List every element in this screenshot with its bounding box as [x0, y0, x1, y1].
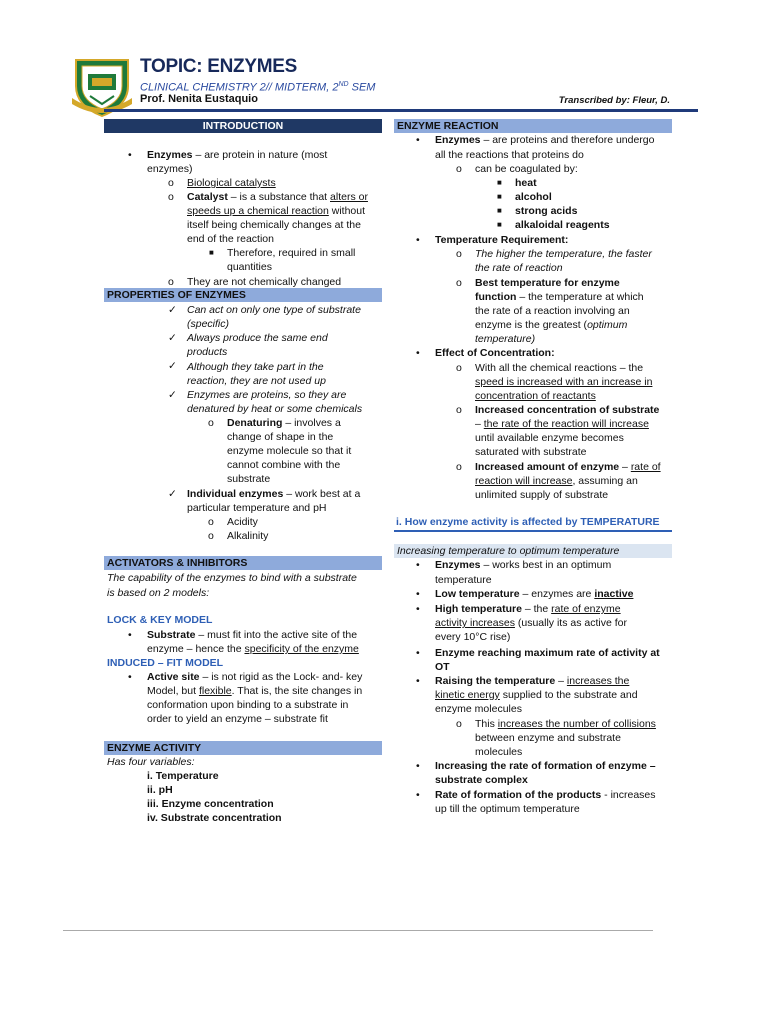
bullet-circle: o: [168, 276, 174, 288]
reaction-line: the rate of a reaction involving an: [475, 305, 630, 317]
bullet-dot: •: [128, 629, 132, 641]
property-line: Alkalinity: [227, 530, 269, 542]
bullet-circle: o: [168, 177, 174, 189]
bullet-square: ■: [497, 220, 502, 229]
property-line: enzyme molecule so that it: [227, 445, 352, 457]
bullet-square: ■: [497, 178, 502, 187]
temperature-line: activity increases (usually its as active for: [435, 617, 627, 629]
reaction-line: heat: [515, 177, 537, 189]
reaction-line: With all the chemical reactions – the: [475, 362, 644, 374]
reaction-line: Effect of Concentration:: [435, 347, 555, 359]
property-line: change of shape in the: [227, 431, 334, 443]
property-line: denatured by heat or some chemicals: [187, 403, 363, 415]
activators-line: conformation upon binding to a substrate in: [147, 699, 349, 711]
bullet-circle: o: [456, 163, 462, 175]
bullet-square: ■: [209, 248, 214, 257]
intro-line: Therefore, required in small: [227, 247, 356, 259]
temperature-line: Low temperature – enzymes are inactive: [435, 588, 634, 600]
bullet-circle: o: [456, 461, 462, 473]
temperature-line: This increases the number of collisions: [475, 718, 656, 730]
transcriber-credit: Transcribed by: Fleur, D.: [558, 95, 670, 106]
bullet-circle: o: [168, 191, 174, 203]
property-line: (specific): [187, 318, 230, 330]
activity-variable: i. Temperature: [147, 770, 219, 782]
reaction-line: all the reactions that proteins do: [435, 149, 584, 161]
reaction-line: strong acids: [515, 205, 578, 217]
reaction-line: function – the temperature at which: [475, 291, 644, 303]
intro-line: end of the reaction: [187, 233, 274, 245]
bullet-dot: •: [416, 789, 420, 801]
intro-line: Biological catalysts: [187, 177, 276, 189]
temperature-heading-underline: [394, 530, 672, 532]
bullet-dot: •: [128, 671, 132, 683]
reaction-line: speed is increased with an increase in: [475, 376, 653, 388]
reaction-line: The higher the temperature, the faster: [475, 248, 652, 260]
course-subtitle: CLINICAL CHEMISTRY 2// MIDTERM, 2ND SEM: [140, 81, 376, 94]
property-line: Can act on only one type of substrate: [187, 304, 361, 316]
enzyme-reaction-heading: ENZYME REACTION: [394, 119, 672, 133]
property-line: reaction, they are not used up: [187, 375, 326, 387]
property-line: Denaturing – involves a: [227, 417, 341, 429]
reaction-line: Enzymes – are proteins and therefore undergo: [435, 134, 655, 146]
reaction-line: alcohol: [515, 191, 552, 203]
bullet-circle: o: [456, 362, 462, 374]
activators-line: The capability of the enzymes to bind with a substrate: [107, 572, 357, 584]
property-line: substrate: [227, 473, 271, 485]
bullet-dot: •: [128, 149, 132, 161]
bullet-dot: •: [416, 347, 420, 359]
bullet-dot: •: [416, 588, 420, 600]
bullet-dot: •: [416, 647, 420, 659]
check-icon: ✓: [168, 488, 177, 500]
intro-line: itself being chemically changes at the: [187, 219, 361, 231]
property-line: Acidity: [227, 516, 258, 528]
intro-line: enzymes): [147, 163, 193, 175]
reaction-line: alkaloidal reagents: [515, 219, 610, 231]
temperature-line: enzyme molecules: [435, 703, 522, 715]
activators-heading: ACTIVATORS & INHIBITORS: [104, 556, 382, 570]
reaction-line: concentration of reactants: [475, 390, 596, 402]
property-line: Enzymes are proteins, so they are: [187, 389, 347, 401]
property-line: products: [187, 346, 228, 358]
bullet-circle: o: [456, 277, 462, 289]
check-icon: ✓: [168, 389, 177, 401]
introduction-heading: INTRODUCTION: [104, 119, 382, 133]
reaction-line: Increased amount of enzyme – rate of: [475, 461, 661, 473]
reaction-line: temperature): [475, 333, 536, 345]
induced-fit-heading: INDUCED – FIT MODEL: [107, 657, 224, 669]
property-line: Always produce the same end: [187, 332, 328, 344]
check-icon: ✓: [168, 304, 177, 316]
check-icon: ✓: [168, 360, 177, 372]
temperature-line: molecules: [475, 746, 523, 758]
temperature-subheading: Increasing temperature to optimum temperature: [394, 544, 672, 558]
activators-line: order to yield an enzyme – substrate fit: [147, 713, 328, 725]
temperature-line: High temperature – the rate of enzyme: [435, 603, 621, 615]
enzyme-activity-heading: ENZYME ACTIVITY: [104, 741, 382, 755]
intro-line: Enzymes – are protein in nature (most: [147, 149, 328, 161]
intro-line: Catalyst – is a substance that alters or: [187, 191, 368, 203]
lock-key-heading: LOCK & KEY MODEL: [107, 614, 213, 626]
reaction-line: until available enzyme becomes: [475, 432, 624, 444]
temperature-line: Increasing the rate of formation of enzyme –: [435, 760, 656, 772]
property-line: Individual enzymes – work best at a: [187, 488, 361, 500]
temperature-line: temperature: [435, 574, 492, 586]
professor-name: Prof. Nenita Eustaquio: [140, 93, 258, 105]
temperature-line: substrate complex: [435, 774, 528, 786]
bullet-dot: •: [416, 134, 420, 146]
temperature-line: every 10°C rise): [435, 631, 511, 643]
bullet-circle: o: [456, 248, 462, 260]
activators-line: Substrate – must fit into the active site of the: [147, 629, 358, 641]
temperature-line: Enzyme reaching maximum rate of activity at: [435, 647, 660, 659]
intro-line: speeds up a chemical reaction without: [187, 205, 366, 217]
reaction-line: enzyme is the greatest (optimum: [475, 319, 628, 331]
bullet-circle: o: [208, 516, 214, 528]
temperature-line: OT: [435, 661, 450, 673]
temperature-line: Raising the temperature – increases the: [435, 675, 630, 687]
reaction-line: reaction will increase, assuming an: [475, 475, 638, 487]
reaction-line: saturated with substrate: [475, 446, 587, 458]
temperature-line: Rate of formation of the products - increases: [435, 789, 656, 801]
intro-line: They are not chemically changed: [187, 276, 342, 288]
reaction-line: Increased concentration of substrate: [475, 404, 660, 416]
temperature-line: up till the optimum temperature: [435, 803, 580, 815]
property-line: Although they take part in the: [187, 361, 324, 373]
bullet-square: ■: [497, 192, 502, 201]
check-icon: ✓: [168, 332, 177, 344]
activity-variable: iv. Substrate concentration: [147, 812, 282, 824]
temperature-line: between enzyme and substrate: [475, 732, 621, 744]
reaction-line: unlimited supply of substrate: [475, 489, 609, 501]
bullet-dot: •: [416, 760, 420, 772]
bullet-dot: •: [416, 603, 420, 615]
bullet-circle: o: [208, 417, 214, 429]
bullet-circle: o: [456, 404, 462, 416]
activators-line: enzyme – hence the specificity of the enzyme: [147, 643, 359, 655]
property-line: particular temperature and pH: [187, 502, 327, 514]
bullet-dot: •: [416, 559, 420, 571]
temperature-line: Enzymes – works best in an optimum: [435, 559, 612, 571]
bullet-circle: o: [208, 530, 214, 542]
footer-divider: [63, 930, 653, 931]
header-divider: [104, 109, 698, 112]
reaction-line: – the rate of the reaction will increase: [475, 418, 649, 430]
bullet-circle: o: [456, 718, 462, 730]
activators-line: is based on 2 models:: [107, 587, 210, 599]
reaction-line: can be coagulated by:: [475, 163, 578, 175]
temperature-line: kinetic energy supplied to the substrate and: [435, 689, 638, 701]
reaction-line: Temperature Requirement:: [435, 234, 569, 246]
activity-variable: iii. Enzyme concentration: [147, 798, 274, 810]
reaction-line: the rate of reaction: [475, 262, 563, 274]
properties-heading: PROPERTIES OF ENZYMES: [104, 288, 382, 302]
activity-variable: ii. pH: [147, 784, 173, 796]
intro-line: quantities: [227, 261, 272, 273]
temperature-heading: i. How enzyme activity is affected by TEMPERATURE: [396, 516, 660, 528]
property-line: cannot combine with the: [227, 459, 341, 471]
bullet-dot: •: [416, 234, 420, 246]
bullet-dot: •: [416, 675, 420, 687]
reaction-line: Best temperature for enzyme: [475, 277, 620, 289]
activity-line: Has four variables:: [107, 756, 195, 768]
activators-line: Active site – is not rigid as the Lock- and- key: [147, 671, 363, 683]
activators-line: Model, but flexible. That is, the site changes in: [147, 685, 363, 697]
bullet-square: ■: [497, 206, 502, 215]
page-title: TOPIC: ENZYMES: [140, 56, 297, 77]
